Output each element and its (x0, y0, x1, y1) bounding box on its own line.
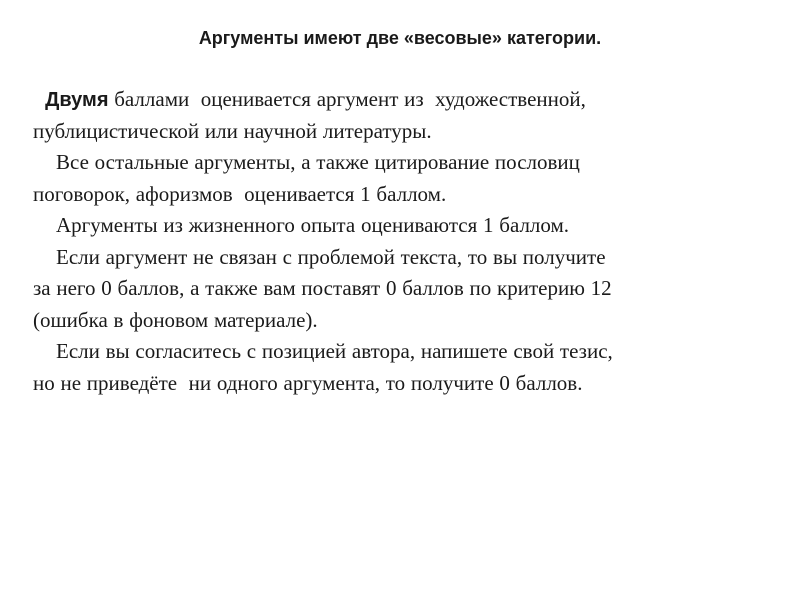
body-line (33, 242, 778, 274)
line-text: Все остальные аргументы, а также цитирование пословиц (33, 150, 580, 174)
body-line (33, 84, 778, 116)
line-text: поговорок, афоризмов оценивается 1 баллом. (33, 181, 447, 206)
line-text: Если аргумент не связан с проблемой текста, то вы получите (33, 244, 606, 269)
slide-title: Аргументы имеют две «весовые» категории. (198, 28, 602, 48)
body-line (33, 210, 778, 242)
line-text: баллами оценивается аргумент из художественной, (108, 87, 586, 111)
slide-body (33, 84, 778, 399)
body-line (33, 147, 778, 179)
line-text: но не приведёте ни одного аргумента, то получите 0 баллов. (33, 370, 583, 395)
line-text: Если вы согласитесь с позицией автора, напишете свой тезис, (33, 339, 613, 363)
line-text: (ошибка в фоновом материале). (33, 307, 318, 332)
body-line (33, 336, 778, 368)
body-line (33, 368, 778, 400)
bold-lead-text: Двумя (33, 89, 109, 111)
line-text: за него 0 баллов, а также вам поставят 0 баллов по критерию 12 (33, 276, 612, 300)
body-line (33, 273, 778, 305)
line-text: публицистической или научной литературы. (33, 118, 432, 143)
body-line (33, 305, 778, 337)
body-line (33, 116, 778, 148)
line-text: Аргументы из жизненного опыта оцениваются 1 баллом. (33, 213, 570, 237)
body-line (33, 179, 778, 211)
